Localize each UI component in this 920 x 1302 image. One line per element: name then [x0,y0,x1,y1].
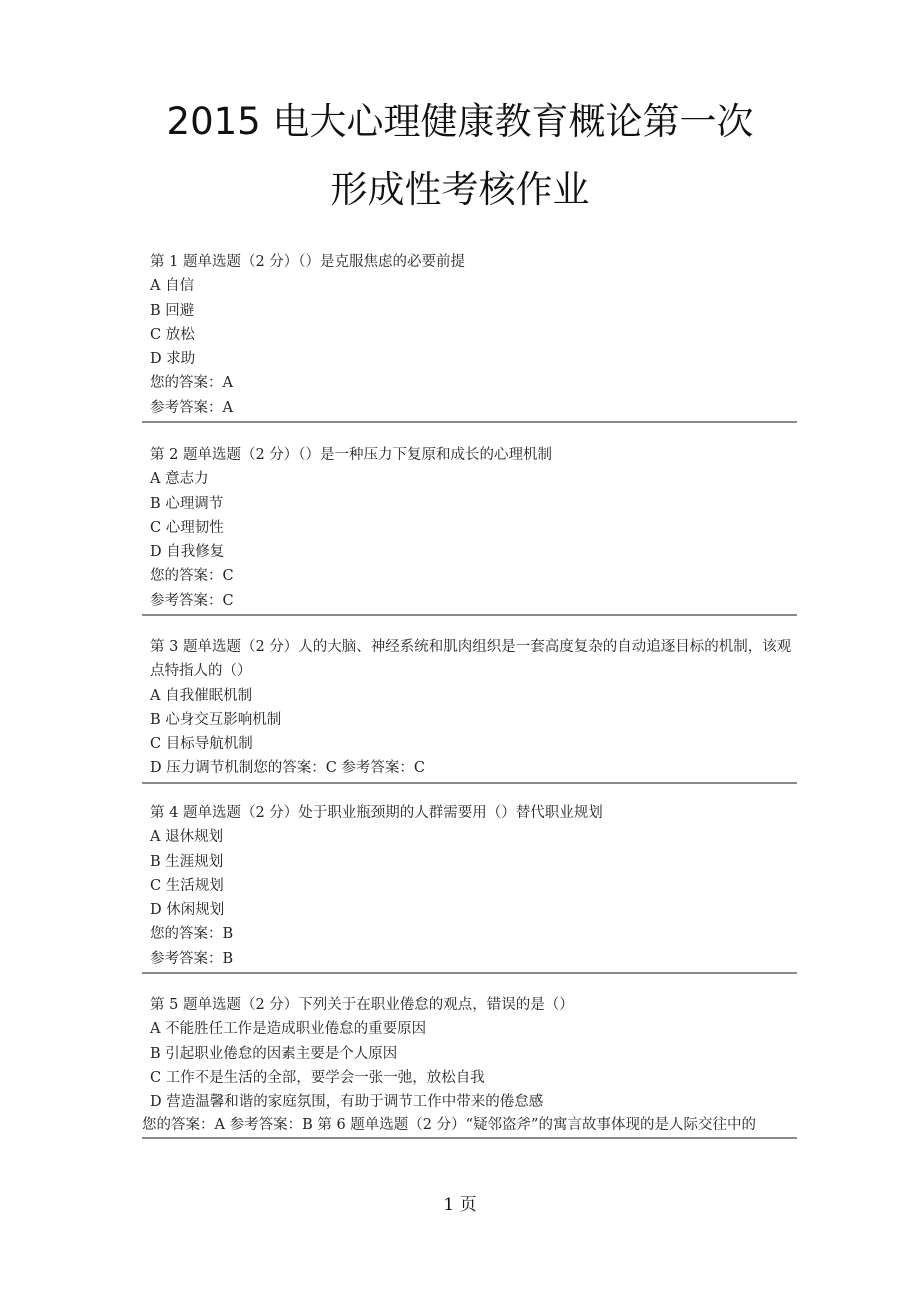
option-a: A 意志力 [150,471,209,488]
divider [142,1137,797,1139]
your-answer: 您的答案：B [150,926,234,943]
reference-answer: 参考答案：A [150,399,233,416]
option-a: A 不能胜任工作是造成职业倦怠的重要原因 [150,1021,427,1038]
option-a: A 退休规划 [150,829,224,846]
option-d: D 求助 [150,351,196,368]
option-c: C 心理韧性 [150,519,224,536]
option-b: B 引起职业倦怠的因素主要是个人原因 [150,1045,398,1062]
option-c: C 目标导航机制 [150,736,253,753]
divider [142,421,797,423]
reference-answer: 参考答案：B [150,950,234,967]
option-a: A 自我催眠机制 [150,687,253,704]
answers-and-question-6: 您的答案：A 参考答案：B 第 6 题单选题（2 分）“疑邻盗斧”的寓言故事体现的是人际交往中的 [142,1117,756,1134]
question-stem: 第 5 题单选题（2 分）下列关于在职业倦怠的观点，错误的是（） [150,997,574,1013]
option-b: B 回避 [150,302,195,319]
option-c: C 生活规划 [150,877,224,894]
option-b: B 生涯规划 [150,853,224,870]
divider [142,782,797,784]
document-title-line-1: 2015 电大心理健康教育概论第一次 [166,100,754,143]
option-b: B 心身交互影响机制 [150,711,282,728]
page-number: 1 页 [443,1195,477,1215]
your-answer: 您的答案：C [150,568,234,585]
question-stem: 第 2 题单选题（2 分）（）是一种压力下复原和成长的心理机制 [150,447,553,463]
option-a: A 自信 [150,278,195,295]
question-3 [142,635,797,784]
option-d: D 自我修复 [150,544,225,561]
question-stem: 第 4 题单选题（2 分）处于职业瓶颈期的人群需要用（）替代职业规划 [150,805,603,821]
divider [142,972,797,974]
question-5 [142,993,797,1139]
your-answer: 您的答案：A [150,375,233,392]
document-title-line-2: 形成性考核作业 [330,168,590,211]
divider [142,614,797,616]
question-4 [142,801,797,974]
question-stem: 第 1 题单选题（2 分）（）是克服焦虑的必要前提 [150,254,466,270]
option-d: D 休闲规划 [150,902,225,919]
option-d: D 营造温馨和谐的家庭氛围，有助于调节工作中带来的倦怠感 [150,1094,544,1111]
question-2 [142,443,797,616]
option-c: C 放松 [150,326,195,343]
reference-answer: 参考答案：C [150,592,234,609]
option-d-with-answers: D 压力调节机制您的答案：C 参考答案：C [150,760,426,777]
question-1 [142,250,797,423]
question-stem: 第 3 题单选题（2 分）人的大脑、神经系统和肌肉组织是一套高度复杂的自动追逐目标的机制，该观点特指人的（） [150,639,792,680]
option-b: B 心理调节 [150,495,224,512]
option-c: C 工作不是生活的全部，要学会一张一弛，放松自我 [150,1069,485,1086]
